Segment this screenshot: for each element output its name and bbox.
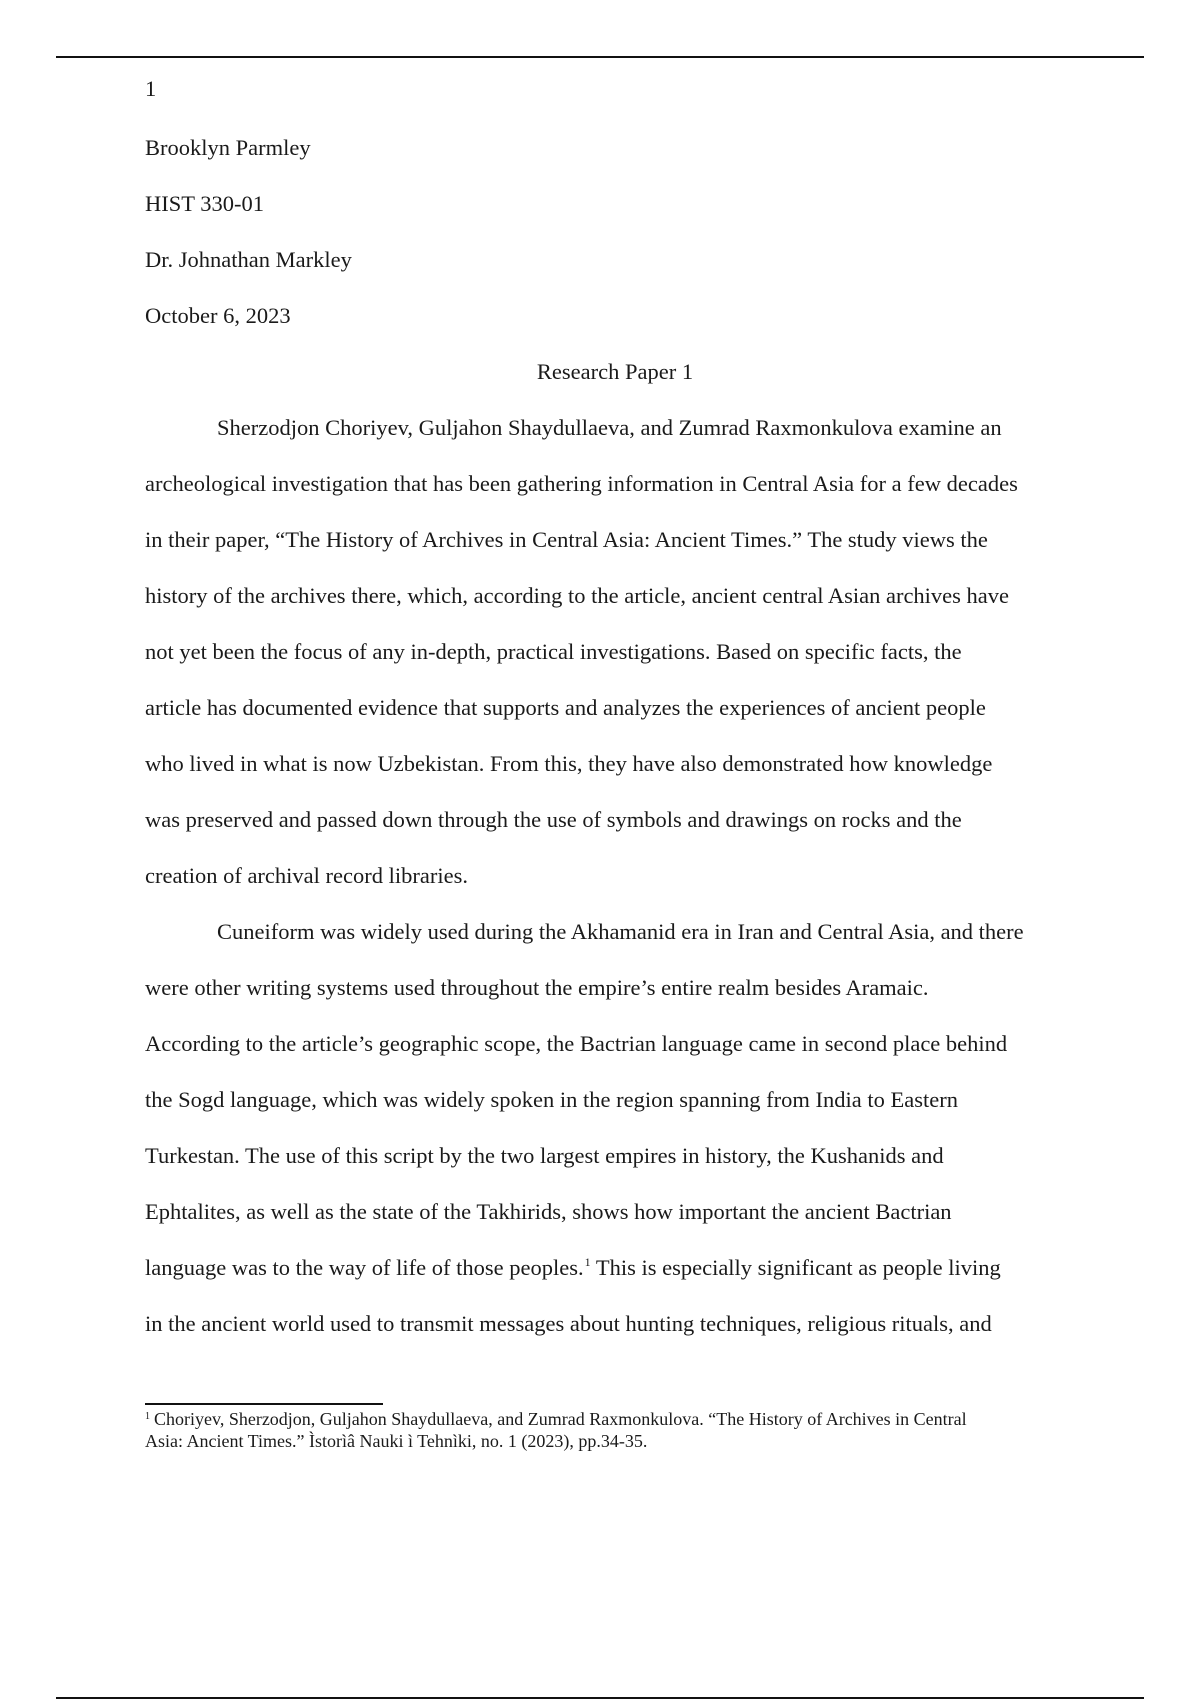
footnote-line-1 (145, 1408, 1085, 1430)
page-top-rule (56, 56, 1144, 58)
paragraph-2 (145, 904, 1085, 1352)
submission-date: October 6, 2023 (145, 303, 291, 328)
page-body (145, 64, 1085, 1352)
paragraph-text: language was to the way of life of those peoples. (145, 1255, 584, 1280)
paragraph-line: who lived in what is now Uzbekistan. From this, they have also demonstrated how knowledge (145, 751, 993, 776)
paragraph-line: Turkestan. The use of this script by the two largest empires in history, the Kushanids and (145, 1143, 944, 1168)
footnote-text: Choriyev, Sherzodjon, Guljahon Shaydullaeva, and Zumrad Raxmonkulova. “The History of Archives in Central (154, 1409, 967, 1429)
footnote-reference-marker[interactable]: 1 (584, 1255, 591, 1269)
paragraph-line: the Sogd language, which was widely spoken in the region spanning from India to Eastern (145, 1087, 958, 1112)
footnote-marker: 1 (145, 1411, 150, 1422)
paragraph-line-with-footnote (145, 1240, 1085, 1296)
page-number: 1 (145, 76, 157, 101)
paragraph-line: was preserved and passed down through the use of symbols and drawings on rocks and the (145, 807, 962, 832)
paragraph-line: creation of archival record libraries. (145, 863, 468, 888)
paragraph-line: Cuneiform was widely used during the Akhamanid era in Iran and Central Asia, and there (217, 919, 1024, 944)
paragraph-line: were other writing systems used throughout the empire’s entire realm besides Aramaic. (145, 975, 929, 1000)
paragraph-1 (145, 400, 1085, 904)
paragraph-line: not yet been the focus of any in-depth, practical investigations. Based on specific facts, the (145, 639, 962, 664)
paragraph-line: history of the archives there, which, according to the article, ancient central Asian archives have (145, 583, 1010, 608)
footnote-separator (145, 1403, 383, 1405)
paragraph-line: archeological investigation that has been gathering information in Central Asia for a few decades (145, 471, 1018, 496)
paragraph-text: This is especially significant as people living (590, 1255, 1001, 1280)
paragraph-line: in the ancient world used to transmit messages about hunting techniques, religious rituals, and (145, 1311, 992, 1336)
author-name: Brooklyn Parmley (145, 135, 311, 160)
paper-title: Research Paper 1 (536, 359, 694, 384)
paragraph-line: in their paper, “The History of Archives in Central Asia: Ancient Times.” The study views the (145, 527, 988, 552)
instructor-name: Dr. Johnathan Markley (145, 247, 352, 272)
paragraph-line: article has documented evidence that supports and analyzes the experiences of ancient people (145, 695, 986, 720)
course-code: HIST 330-01 (145, 191, 264, 216)
paragraph-line: Sherzodjon Choriyev, Guljahon Shaydullaeva, and Zumrad Raxmonkulova examine an (217, 415, 1002, 440)
footnote-line-2: Asia: Ancient Times.” Ìstorìâ Nauki ì Tehnìki, no. 1 (2023), pp.34-35. (145, 1431, 648, 1451)
paragraph-line: According to the article’s geographic scope, the Bactrian language came in second place behind (145, 1031, 1008, 1056)
paragraph-line: Ephtalites, as well as the state of the Takhirids, shows how important the ancient Bactrian (145, 1199, 952, 1224)
footnote (145, 1408, 1085, 1452)
page-bottom-rule (56, 1697, 1144, 1699)
